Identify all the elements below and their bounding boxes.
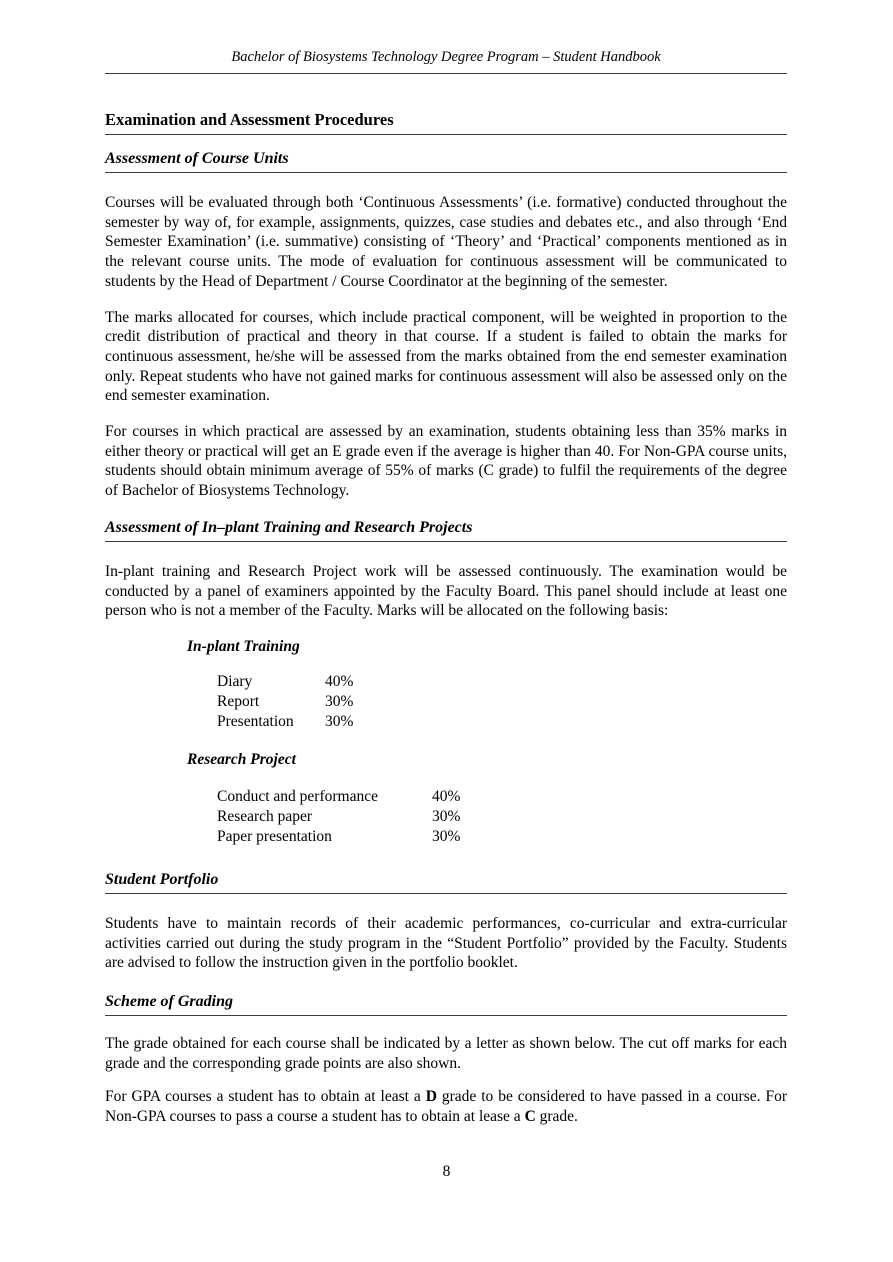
- paragraph-course-units-3: For courses in which practical are assessed by an examination, students obtaining less than 35% marks in either theory or practical will get an E grade even if the average is higher than 40. For Non-GPA course units, students should obtain minimum average of 55% of marks (C grade) to fulfil the requirements of the degree of Bachelor of Biosystems Technology.: [105, 423, 787, 500]
- inplant-training-title: In-plant Training: [187, 637, 300, 655]
- list-item-label: Conduct and performance: [217, 787, 378, 805]
- list-item-value: 30%: [325, 692, 354, 710]
- list-item: [217, 712, 787, 732]
- list-item: [217, 827, 787, 847]
- grading-text-part3: grade.: [535, 1108, 578, 1126]
- list-item-value: 30%: [432, 827, 461, 845]
- list-item-value: 30%: [325, 712, 354, 730]
- document-header-title: Bachelor of Biosystems Technology Degree Program – Student Handbook: [231, 49, 661, 65]
- list-item: [217, 807, 787, 827]
- document-header: [105, 48, 787, 74]
- grade-letter-c: C: [524, 1108, 536, 1126]
- paragraph-course-units-2: The marks allocated for courses, which include practical component, will be weighted in proportion to the credit distribution of practical and theory in that course. If a student is failed to obtain the marks for continuous assessment, he/she will be assessed from the marks obtained from the end semester examination only. Repeat students who have not gained marks for continuous assessment will also be assessed only on the end semester examination.: [105, 308, 787, 405]
- list-item-value: 30%: [432, 807, 461, 825]
- list-item-label: Presentation: [217, 712, 294, 730]
- research-project-list: [217, 787, 787, 847]
- main-heading: Examination and Assessment Procedures: [105, 110, 787, 135]
- paragraph-grading-2: [105, 1087, 787, 1126]
- section-heading-scheme-of-grading: Scheme of Grading: [105, 992, 787, 1016]
- grade-letter-d: D: [425, 1088, 437, 1106]
- paragraph-course-units-1: Courses will be evaluated through both ‘Continuous Assessments’ (i.e. formative) conducted throughout the semester by way of, for example, assignments, quizzes, case studies and debates etc., and also through ‘End Semester Examination’ (i.e. summative) consisting of ‘Theory’ and ‘Practical’ components mentioned as in the relevant course units. The mode of evaluation for continuous assessment will be communicated to students by the Head of Department / Course Coordinator at the beginning of the semester.: [105, 194, 787, 290]
- page-number: 8: [442, 1163, 451, 1180]
- inplant-training-list: [217, 672, 787, 732]
- section-heading-course-units: Assessment of Course Units: [105, 149, 787, 173]
- list-item: [217, 672, 787, 692]
- section-heading-student-portfolio: Student Portfolio: [105, 870, 787, 894]
- research-project-title: Research Project: [187, 750, 296, 768]
- paragraph-grading-1: The grade obtained for each course shall be indicated by a letter as shown below. The cut off marks for each grade and the corresponding grade points are also shown.: [105, 1035, 787, 1072]
- list-item-label: Diary: [217, 672, 253, 690]
- list-item-value: 40%: [432, 787, 461, 805]
- list-item-value: 40%: [325, 672, 354, 690]
- list-item-label: Paper presentation: [217, 827, 332, 845]
- paragraph-student-portfolio: Students have to maintain records of their academic performances, co-curricular and extra-curricular activities carried out during the study program in the “Student Portfolio” provided by the Faculty. Students are advised to follow the instruction given in the portfolio booklet.: [105, 914, 787, 972]
- section-heading-training-research: Assessment of In–plant Training and Research Projects: [105, 518, 787, 542]
- list-item-label: Report: [217, 692, 260, 710]
- inplant-training-block: [187, 637, 787, 847]
- list-item: [217, 787, 787, 807]
- list-item: [217, 692, 787, 712]
- grading-text-part2: grade to be considered to have passed in a course. For Non-GPA courses to pass a course a student has to obtain at lease a: [105, 1088, 787, 1126]
- list-item-label: Research paper: [217, 807, 313, 825]
- paragraph-training-research: In-plant training and Research Project work will be assessed continuously. The examination would be conducted by a panel of examiners appointed by the Faculty Board. This panel should include at least one person who is not a member of the Faculty. Marks will be allocated on the following basis:: [105, 562, 787, 620]
- grading-text-part1: For GPA courses a student has to obtain at least a: [105, 1088, 426, 1106]
